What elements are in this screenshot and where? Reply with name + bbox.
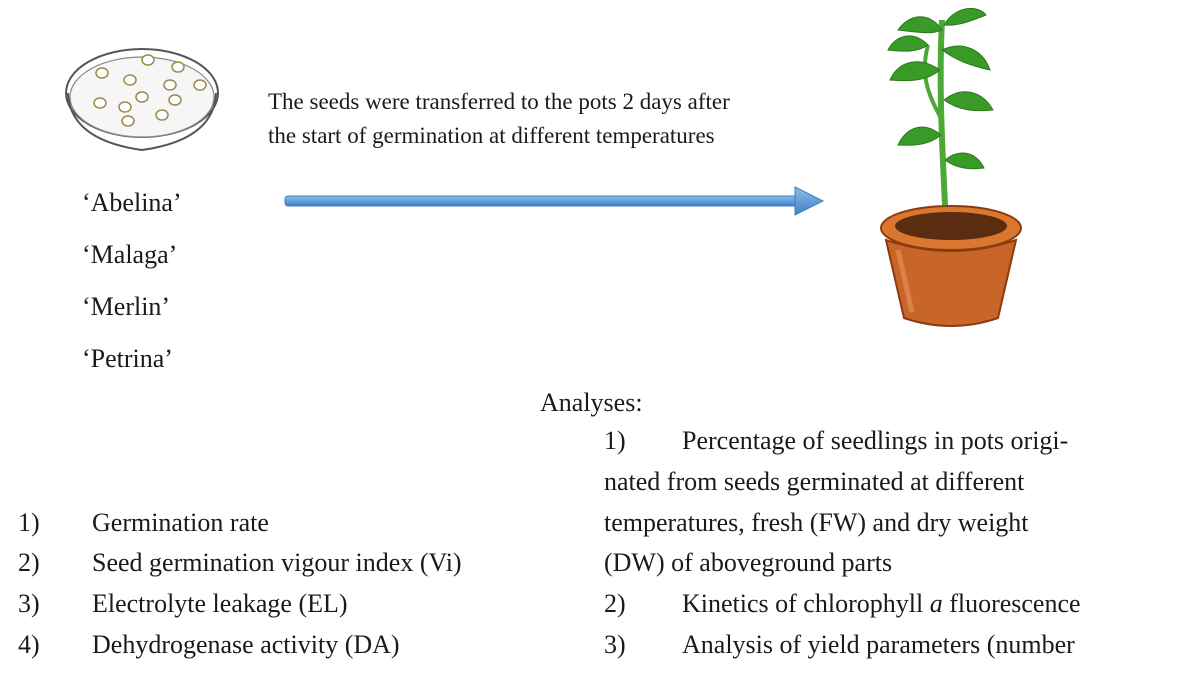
transfer-note-line-2: the start of germination at different temperatures [268, 123, 715, 148]
list-item-number: 1) [18, 508, 40, 537]
list-item [18, 589, 40, 619]
list-item-number: 3) [604, 630, 626, 659]
list-item-text: Seed germination vigour index (Vi) [92, 548, 462, 577]
petri-dish-illustration [60, 45, 230, 165]
transfer-note [268, 85, 730, 153]
list-item [18, 548, 40, 578]
cultivar-item: ‘Malaga’ [82, 240, 178, 269]
chlorophyll-text-pre: Kinetics of chlorophyll [682, 589, 930, 618]
list-item-text: Dehydrogenase activity (DA) [92, 630, 400, 659]
list-item-text: Percentage of seedlings in pots origi- [682, 426, 1069, 455]
list-item-text: nated from seeds germinated at different [604, 467, 1025, 496]
list-item-number: 3) [18, 589, 40, 618]
list-item [18, 630, 40, 660]
cultivar-item: ‘Petrina’ [82, 344, 173, 373]
list-item-text: Germination rate [92, 508, 269, 537]
list-item-text: Analysis of yield parameters (number [682, 630, 1075, 659]
transfer-note-line-1: The seeds were transferred to the pots 2 days after [268, 89, 730, 114]
list-item-number: 2) [18, 548, 40, 577]
chlorophyll-a-italic: a [929, 589, 943, 618]
list-item-text [682, 589, 1081, 619]
list-item-text: (DW) of aboveground parts [604, 548, 893, 577]
transfer-arrow-icon [283, 183, 828, 219]
potted-plant-illustration [868, 0, 1038, 335]
list-item-number: 4) [18, 630, 40, 659]
list-item-number: 2) [604, 589, 626, 618]
analyses-heading: Analyses: [540, 388, 643, 417]
cultivar-item: ‘Merlin’ [82, 292, 171, 321]
chlorophyll-text-post: fluorescence [942, 589, 1081, 618]
list-item-number: 1) [604, 426, 626, 455]
list-item [18, 508, 40, 538]
list-item-text: temperatures, fresh (FW) and dry weight [604, 508, 1029, 537]
cultivar-list [82, 188, 182, 396]
list-item-text: Electrolyte leakage (EL) [92, 589, 348, 618]
cultivar-item: ‘Abelina’ [82, 188, 182, 217]
